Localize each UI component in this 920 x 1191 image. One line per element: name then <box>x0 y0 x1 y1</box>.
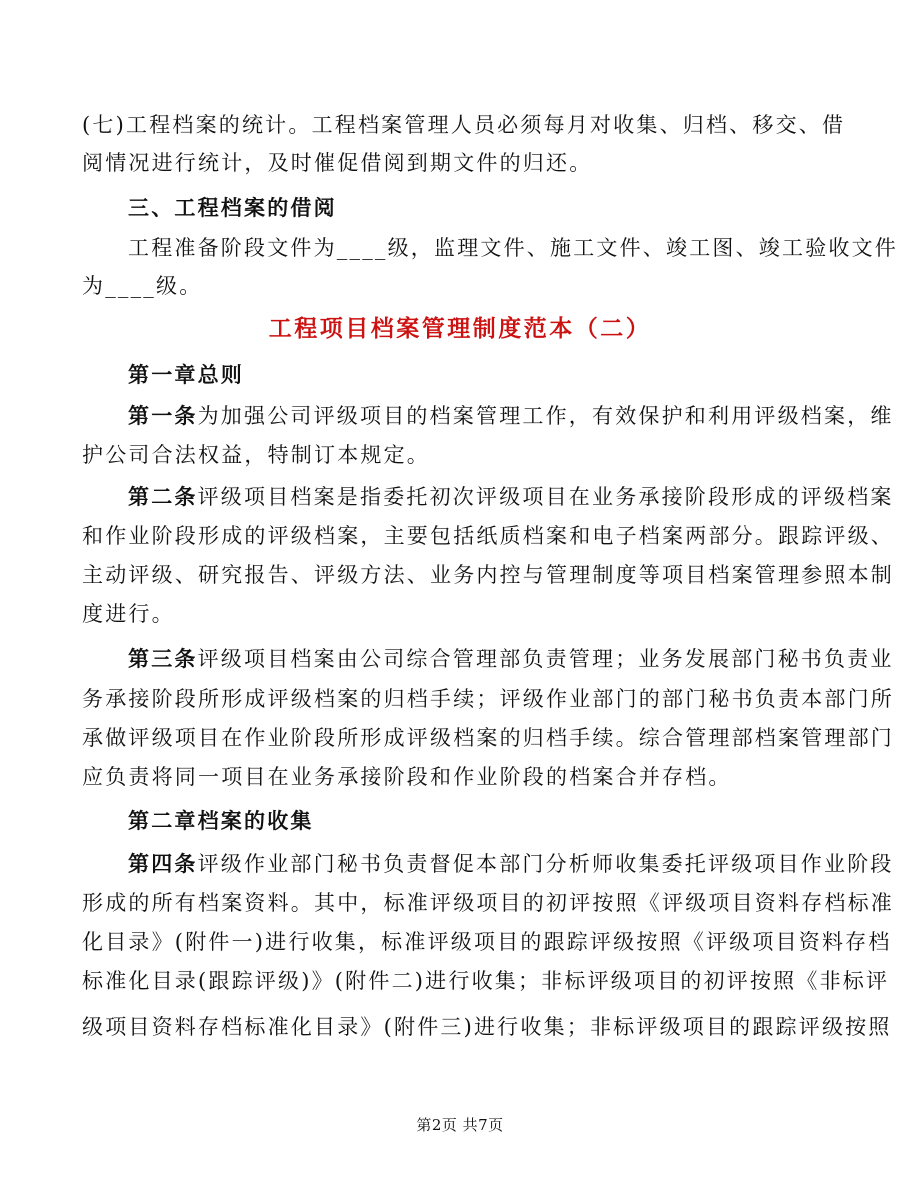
article-2-label: 第二条 <box>128 484 198 509</box>
article-4-line-3: 化目录》(附件一)进行收集，标准评级项目的跟踪评级按照《评级项目资料存档 <box>82 930 892 954</box>
document-title: 工程项目档案管理制度范本（二） <box>268 315 652 342</box>
article-4-text: 评级作业部门秘书负责督促本部门分析师收集委托评级项目作业阶段 <box>197 852 894 876</box>
article-4-line-2: 形成的所有档案资料。其中，标准评级项目的初评按照《评级项目资料存档标准 <box>82 891 894 915</box>
article-1-label: 第一条 <box>128 403 198 428</box>
article-2-line-1 <box>128 482 894 512</box>
paragraph-7-line-1: (七)工程档案的统计。工程档案管理人员必须每月对收集、归档、移交、借 <box>82 113 846 137</box>
article-2-text: 评级项目档案是指委托初次评级项目在业务承接阶段形成的评级档案 <box>197 485 894 509</box>
article-4-label: 第四条 <box>128 851 198 876</box>
article-2-line-4: 度进行。 <box>82 602 175 626</box>
article-3-line-3: 承做评级项目在作业阶段所形成评级档案的归档手续。综合管理部档案管理部门 <box>82 726 894 750</box>
page-number-footer: 第2页 共7页 <box>416 1116 504 1134</box>
article-3-label: 第三条 <box>128 646 198 671</box>
article-4-line-4: 标准化目录(跟踪评级)》(附件二)进行收集；非标评级项目的初评按照《非标评 <box>82 969 890 993</box>
article-3-line-2: 务承接阶段所形成评级档案的归档手续；评级作业部门的部门秘书负责本部门所 <box>82 687 894 711</box>
article-2-line-3: 主动评级、研究报告、评级方法、业务内控与管理制度等项目档案管理参照本制 <box>82 563 894 587</box>
article-1-line-2: 护公司合法权益，特制订本规定。 <box>82 443 430 467</box>
article-3-line-1 <box>128 644 894 674</box>
borrowing-paragraph-line-1: 工程准备阶段文件为____级，监理文件、施工文件、竣工图、竣工验收文件 <box>128 236 898 260</box>
article-4-line-1 <box>128 849 894 879</box>
chapter-2-heading: 第二章档案的收集 <box>128 808 314 833</box>
paragraph-7-line-2: 阅情况进行统计，及时催促借阅到期文件的归还。 <box>82 151 593 175</box>
borrowing-paragraph-line-2: 为____级。 <box>82 274 203 298</box>
article-2-line-2: 和作业阶段形成的评级档案，主要包括纸质档案和电子档案两部分。跟踪评级、 <box>82 524 894 548</box>
article-1-text: 为加强公司评级项目的档案管理工作，有效保护和利用评级档案，维 <box>197 404 894 428</box>
article-1-line-1 <box>128 401 894 431</box>
chapter-1-heading: 第一章总则 <box>128 362 244 387</box>
section-heading-borrowing: 三、工程档案的借阅 <box>128 195 337 220</box>
article-3-line-4: 应负责将同一项目在业务承接阶段和作业阶段的档案合并存档。 <box>82 765 732 789</box>
article-4-line-5: 级项目资料存档标准化目录》(附件三)进行收集；非标评级项目的跟踪评级按照 <box>82 1015 892 1039</box>
article-3-text: 评级项目档案由公司综合管理部负责管理；业务发展部门秘书负责业 <box>197 647 894 671</box>
